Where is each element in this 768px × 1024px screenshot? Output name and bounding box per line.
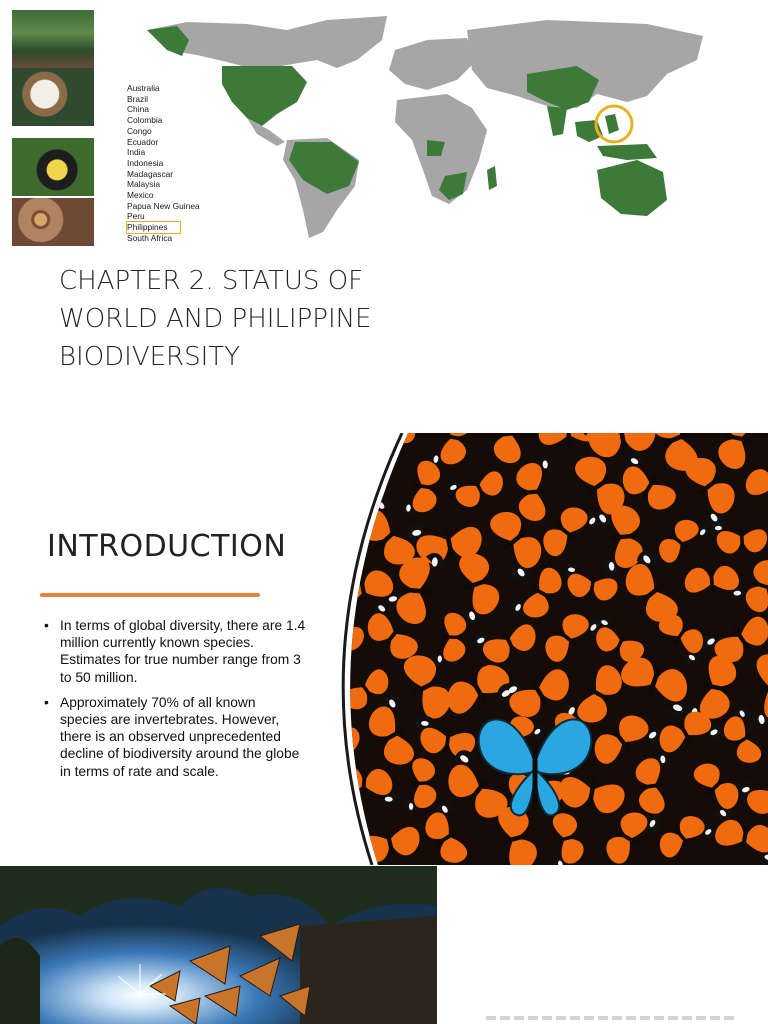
slide-introduction [0,433,768,865]
slide-chapter-2 [0,0,768,425]
country-item: Indonesia [127,157,164,168]
country-item: South Africa [127,232,173,243]
country-item: Congo [127,125,152,136]
faint-caption-text [486,1016,736,1020]
slide-monarch-photo [0,866,768,1024]
photo-strip [12,10,94,246]
country-item: Malaysia [127,179,161,190]
bullet-item: • Approximately 70% of all known species are invertebrates. However, there is an observed unprecedented decline of biodiversity around the globe in terms of rate and scale. [44,694,306,780]
mangrove-photo [12,10,94,68]
country-item: India [127,147,146,158]
chapter-title-line: BIODIVERSITY [59,342,241,372]
chapter-title [59,262,479,376]
country-item: Madagascar [127,168,174,179]
accent-rule [40,593,260,597]
country-item: Papua New Guinea [127,200,200,211]
country-item: Australia [127,83,160,93]
country-item: Peru [127,211,145,222]
chapter-title-line: WORLD AND PHILIPPINE [59,304,372,334]
megadiverse-country-list [127,83,237,244]
philippine-eagle-photo [12,68,94,126]
country-item: Ecuador [127,136,159,147]
country-item: Mexico [127,190,154,201]
chapter-title-line: CHAPTER 2. STATUS OF [59,266,364,296]
hornbill-photo [12,138,94,196]
introduction-heading: INTRODUCTION [47,529,287,564]
monarch-butterflies-photo [0,866,437,1024]
country-item: Colombia [127,115,163,126]
tarsier-photo [12,198,94,246]
country-item: Brazil [127,93,148,104]
bullet-item: • In terms of global diversity, there are 1.4 million currently known species. Estimates for true number range from 3 to 50 million. [44,617,306,686]
introduction-bullets [44,617,306,788]
country-item-highlighted: Philippines [127,222,180,233]
butterfly-collage-image [330,433,768,865]
country-item: China [127,104,149,115]
